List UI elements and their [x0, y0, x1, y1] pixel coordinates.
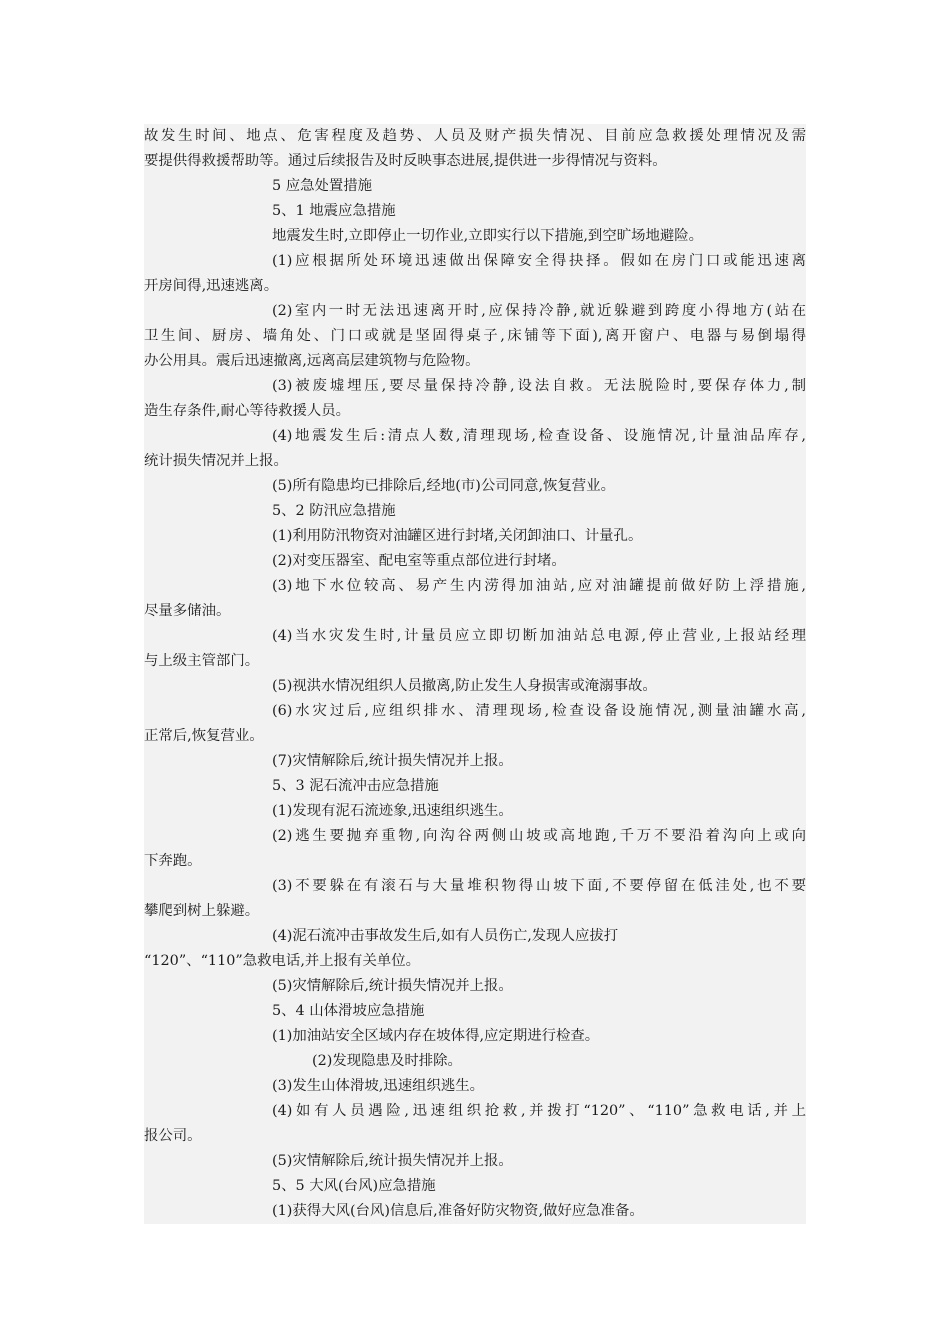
text-line: 攀爬到树上躲避。 — [144, 903, 260, 919]
text-line: 办公用具。震后迅速撤离,远离高层建筑物与危险物。 — [144, 353, 480, 369]
text-line: (2)对变压器室、配电室等重点部位进行封堵。 — [272, 553, 566, 569]
text-line: (2)室内一时无法迅速离开时,应保持冷静,就近躲避到跨度小得地方(站在 — [272, 303, 806, 319]
text-line: 5、4 山体滑坡应急措施 — [272, 1003, 425, 1019]
text-line: (6)水灾过后,应组织排水、清理现场,检查设备设施情况,测量油罐水高, — [272, 703, 806, 719]
text-line: (1)获得大风(台风)信息后,准备好防灾物资,做好应急准备。 — [272, 1203, 644, 1219]
text-line: 报公司。 — [144, 1128, 202, 1144]
text-line: (4)地震发生后:清点人数,清理现场,检查设备、设施情况,计量油品库存, — [272, 428, 806, 444]
text-line: (3)地下水位较高、易产生内涝得加油站,应对油罐提前做好防上浮措施, — [272, 578, 806, 594]
text-line: 5、5 大风(台风)应急措施 — [272, 1178, 436, 1194]
text-line: (1)应根据所处环境迅速做出保障安全得抉择。假如在房门口或能迅速离 — [272, 253, 806, 269]
text-line: (3)发生山体滑坡,迅速组织逃生。 — [272, 1078, 485, 1094]
text-line: 故发生时间、地点、危害程度及趋势、人员及财产损失情况、目前应急救援处理情况及需 — [144, 128, 806, 144]
text-line: (1)利用防汛物资对油罐区进行封堵,关闭卸油口、计量孔。 — [272, 528, 643, 544]
text-line: (3)不要躲在有滚石与大量堆积物得山坡下面,不要停留在低洼处,也不要 — [272, 878, 806, 894]
text-line: 尽量多储油。 — [144, 603, 231, 619]
text-line: 5、1 地震应急措施 — [272, 203, 396, 219]
text-line: 要提供得救援帮助等。通过后续报告及时反映事态进展,提供进一步得情况与资料。 — [144, 153, 667, 169]
text-line: 统计损失情况并上报。 — [144, 453, 288, 469]
text-line: (5)灾情解除后,统计损失情况并上报。 — [272, 1153, 513, 1169]
text-line: 正常后,恢复营业。 — [144, 728, 264, 744]
text-line: 造生存条件,耐心等待救援人员。 — [144, 403, 351, 419]
text-line: (1)加油站安全区域内存在坡体得,应定期进行检查。 — [272, 1028, 600, 1044]
text-line: (5)灾情解除后,统计损失情况并上报。 — [272, 978, 513, 994]
text-line: 开房间得,迅速逃离。 — [144, 278, 279, 294]
text-line: (7)灾情解除后,统计损失情况并上报。 — [272, 753, 513, 769]
text-line: 5 应急处置措施 — [272, 178, 373, 194]
text-line: (2)逃生要抛弃重物,向沟谷两侧山坡或高地跑,千万不要沿着沟向上或向 — [272, 828, 806, 844]
text-line: (4)如有人员遇险,迅速组织抢救,并拨打“120”、“110”急救电话,并上 — [272, 1103, 806, 1119]
text-line: (4)当水灾发生时,计量员应立即切断加油站总电源,停止营业,上报站经理 — [272, 628, 806, 644]
text-line: 地震发生时,立即停止一切作业,立即实行以下措施,到空旷场地避险。 — [272, 228, 704, 244]
text-line: 与上级主管部门。 — [144, 653, 260, 669]
text-line: 5、3 泥石流冲击应急措施 — [272, 778, 439, 794]
text-line: (2)发现隐患及时排除。 — [312, 1053, 462, 1069]
text-line: 卫生间、厨房、墙角处、门口或就是坚固得桌子,床铺等下面),离开窗户、电器与易倒塌得 — [144, 328, 806, 344]
text-line: (1)发现有泥石流迹象,迅速组织逃生。 — [272, 803, 513, 819]
text-line: (4)泥石流冲击事故发生后,如有人员伤亡,发现人应拔打 — [272, 928, 619, 944]
text-line: (3)被废墟埋压,要尽量保持冷静,设法自救。无法脱险时,要保存体力,制 — [272, 378, 806, 394]
text-line: (5)所有隐患均已排除后,经地(市)公司同意,恢复营业。 — [272, 478, 615, 494]
document-body — [144, 124, 806, 1224]
text-line: (5)视洪水情况组织人员撤离,防止发生人身损害或淹溺事故。 — [272, 678, 657, 694]
text-line: 下奔跑。 — [144, 853, 202, 869]
text-line: “120”、“110”急救电话,并上报有关单位。 — [144, 953, 421, 969]
text-line: 5、2 防汛应急措施 — [272, 503, 396, 519]
